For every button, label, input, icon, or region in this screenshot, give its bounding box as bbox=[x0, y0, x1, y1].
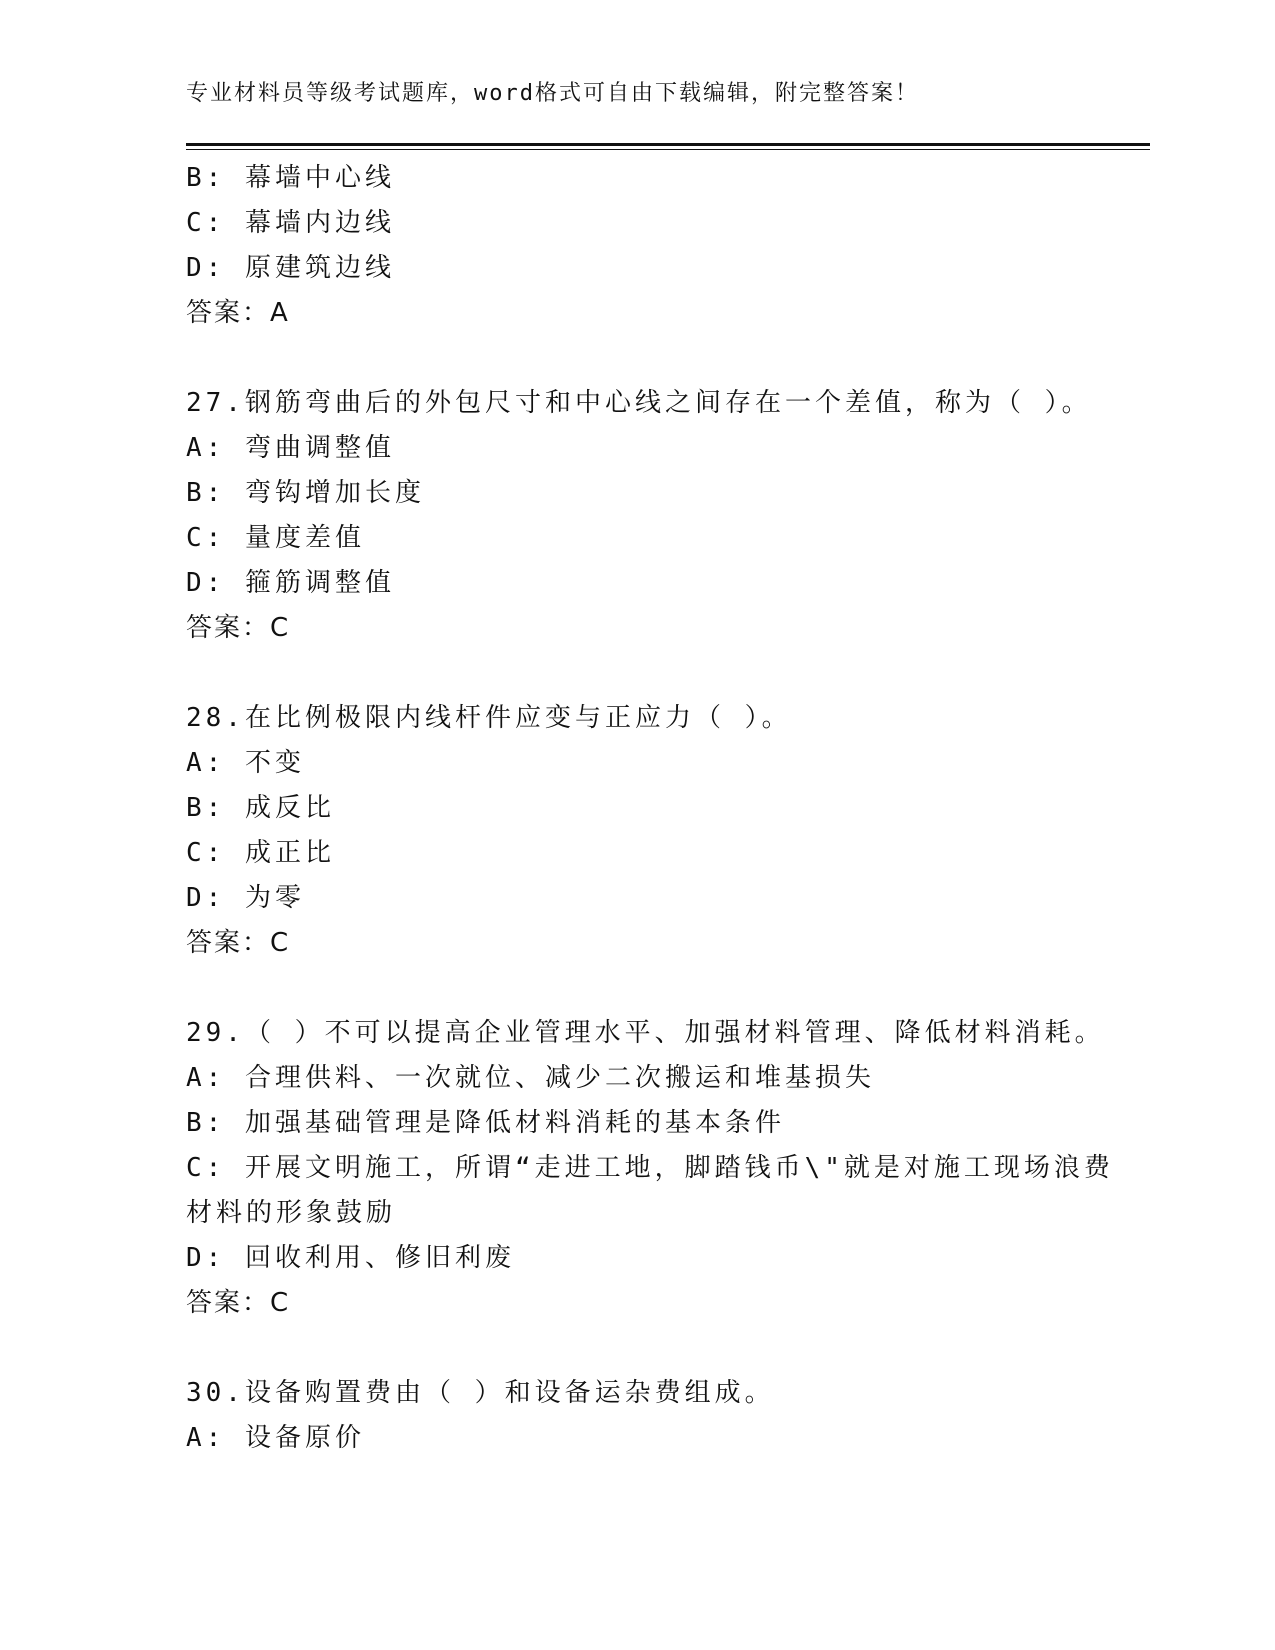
option-line: B: 幕墙中心线 bbox=[186, 163, 395, 193]
answer-line: 答案：C bbox=[186, 928, 291, 958]
question-stem: 27.钢筋弯曲后的外包尺寸和中心线之间存在一个差值，称为（ ）。 bbox=[186, 388, 1092, 418]
page-header: 专业材料员等级考试题库，word格式可自由下载编辑，附完整答案！ bbox=[186, 81, 919, 106]
option-line: B: 成反比 bbox=[186, 793, 335, 823]
option-line: D: 回收利用、修旧利废 bbox=[186, 1243, 515, 1273]
option-line: D: 为零 bbox=[186, 883, 305, 913]
option-line: C: 成正比 bbox=[186, 838, 335, 868]
spacer bbox=[186, 1326, 1086, 1371]
option-line: A: 合理供料、一次就位、减少二次搬运和堆基损失 bbox=[186, 1063, 875, 1093]
option-line: B: 加强基础管理是降低材料消耗的基本条件 bbox=[186, 1108, 785, 1138]
answer-line: 答案：C bbox=[186, 1288, 291, 1318]
option-line: D: 箍筋调整值 bbox=[186, 568, 395, 598]
header-rule-thick bbox=[186, 143, 1150, 146]
spacer bbox=[186, 966, 1086, 1011]
answer-line: 答案：A bbox=[186, 298, 290, 328]
option-line: D: 原建筑边线 bbox=[186, 253, 395, 283]
question-stem: 30.设备购置费由（ ）和设备运杂费组成。 bbox=[186, 1378, 775, 1408]
option-line: A: 设备原价 bbox=[186, 1423, 365, 1453]
option-line: C: 开展文明施工，所谓“走进工地，脚踏钱币\"就是对施工现场浪费 bbox=[186, 1153, 1114, 1183]
option-line: B: 弯钩增加长度 bbox=[186, 478, 425, 508]
question-list bbox=[186, 156, 1114, 1461]
spacer bbox=[186, 336, 1086, 381]
option-line: A: 不变 bbox=[186, 748, 305, 778]
question-stem: 28.在比例极限内线杆件应变与正应力（ ）。 bbox=[186, 703, 792, 733]
option-line-continued: 材料的形象鼓励 bbox=[186, 1198, 397, 1228]
spacer bbox=[186, 651, 1086, 696]
option-line: A: 弯曲调整值 bbox=[186, 433, 395, 463]
question-stem: 29.（ ）不可以提高企业管理水平、加强材料管理、降低材料消耗。 bbox=[186, 1018, 1105, 1048]
option-line: C: 量度差值 bbox=[186, 523, 365, 553]
header-rule-thin bbox=[186, 149, 1150, 150]
option-line: C: 幕墙内边线 bbox=[186, 208, 395, 238]
answer-line: 答案：C bbox=[186, 613, 291, 643]
